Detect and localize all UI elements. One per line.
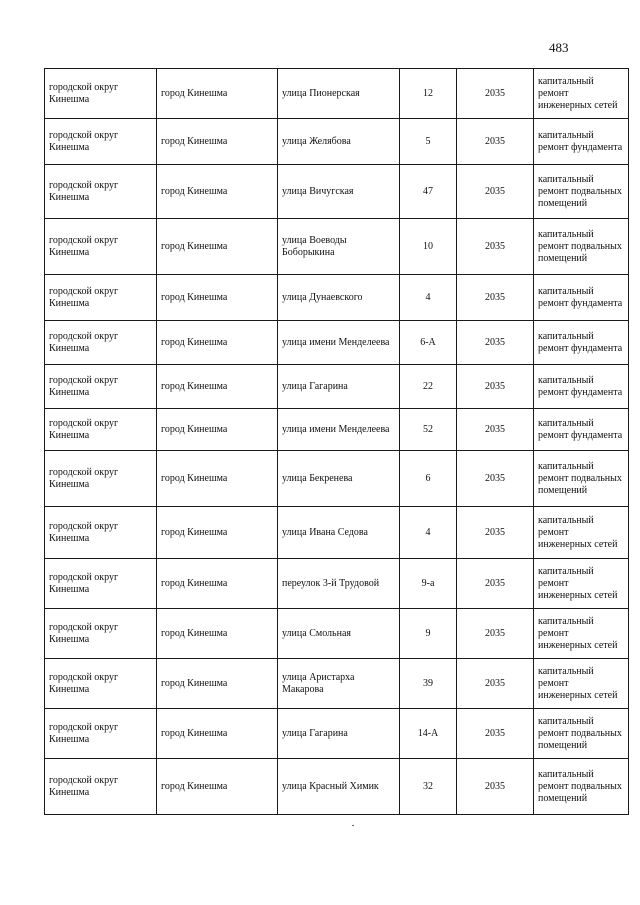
district-cell: городской округ Кинешма — [45, 321, 157, 365]
year-cell: 2035 — [457, 119, 534, 165]
street-cell: улица Желябова — [278, 119, 400, 165]
district-cell: городской округ Кинешма — [45, 119, 157, 165]
street-cell: улица Дунаевского — [278, 275, 400, 321]
scan-speck — [352, 825, 354, 826]
work-type-cell: капитальный ремонт фундамента — [534, 275, 629, 321]
district-cell: городской округ Кинешма — [45, 659, 157, 709]
city-cell: город Кинешма — [157, 69, 278, 119]
table-row — [45, 507, 629, 559]
year-cell: 2035 — [457, 321, 534, 365]
table-row — [45, 709, 629, 759]
table-body — [45, 69, 629, 815]
city-cell: город Кинешма — [157, 659, 278, 709]
table-row — [45, 659, 629, 709]
work-type-cell: капитальный ремонт подвальных помещений — [534, 451, 629, 507]
page-number: 483 — [549, 40, 569, 55]
year-cell: 2035 — [457, 365, 534, 409]
work-type-cell: капитальный ремонт подвальных помещений — [534, 709, 629, 759]
house-number-cell: 9 — [400, 609, 457, 659]
table-row — [45, 759, 629, 815]
work-type-cell: капитальный ремонт инженерных сетей — [534, 659, 629, 709]
work-type-cell: капитальный ремонт инженерных сетей — [534, 69, 629, 119]
house-number-cell: 4 — [400, 507, 457, 559]
work-type-cell: капитальный ремонт подвальных помещений — [534, 219, 629, 275]
district-cell: городской округ Кинешма — [45, 451, 157, 507]
table-row — [45, 275, 629, 321]
street-cell: улица Красный Химик — [278, 759, 400, 815]
registry-table — [44, 68, 629, 815]
work-type-cell: капитальный ремонт инженерных сетей — [534, 559, 629, 609]
work-type-cell: капитальный ремонт фундамента — [534, 409, 629, 451]
house-number-cell: 6-А — [400, 321, 457, 365]
house-number-cell: 6 — [400, 451, 457, 507]
house-number-cell: 10 — [400, 219, 457, 275]
table-row — [45, 609, 629, 659]
house-number-cell: 9-а — [400, 559, 457, 609]
city-cell: город Кинешма — [157, 275, 278, 321]
work-type-cell: капитальный ремонт фундамента — [534, 365, 629, 409]
city-cell: город Кинешма — [157, 119, 278, 165]
house-number-cell: 52 — [400, 409, 457, 451]
table-row — [45, 451, 629, 507]
work-type-cell: капитальный ремонт подвальных помещений — [534, 759, 629, 815]
district-cell: городской округ Кинешма — [45, 165, 157, 219]
street-cell: улица Пионерская — [278, 69, 400, 119]
house-number-cell: 32 — [400, 759, 457, 815]
district-cell: городской округ Кинешма — [45, 759, 157, 815]
house-number-cell: 47 — [400, 165, 457, 219]
street-cell: улица Ивана Седова — [278, 507, 400, 559]
district-cell: городской округ Кинешма — [45, 69, 157, 119]
street-cell: улица Смольная — [278, 609, 400, 659]
table-row — [45, 559, 629, 609]
district-cell: городской округ Кинешма — [45, 507, 157, 559]
house-number-cell: 4 — [400, 275, 457, 321]
city-cell: город Кинешма — [157, 759, 278, 815]
district-cell: городской округ Кинешма — [45, 709, 157, 759]
work-type-cell: капитальный ремонт фундамента — [534, 321, 629, 365]
year-cell: 2035 — [457, 451, 534, 507]
city-cell: город Кинешма — [157, 165, 278, 219]
work-type-cell: капитальный ремонт инженерных сетей — [534, 507, 629, 559]
year-cell: 2035 — [457, 659, 534, 709]
city-cell: город Кинешма — [157, 709, 278, 759]
house-number-cell: 14-А — [400, 709, 457, 759]
table-row — [45, 409, 629, 451]
city-cell: город Кинешма — [157, 409, 278, 451]
street-cell: улица Гагарина — [278, 709, 400, 759]
work-type-cell: капитальный ремонт инженерных сетей — [534, 609, 629, 659]
city-cell: город Кинешма — [157, 321, 278, 365]
house-number-cell: 12 — [400, 69, 457, 119]
street-cell: улица Вичугская — [278, 165, 400, 219]
house-number-cell: 5 — [400, 119, 457, 165]
district-cell: городской округ Кинешма — [45, 409, 157, 451]
district-cell: городской округ Кинешма — [45, 365, 157, 409]
city-cell: город Кинешма — [157, 609, 278, 659]
city-cell: город Кинешма — [157, 365, 278, 409]
year-cell: 2035 — [457, 559, 534, 609]
table-row — [45, 165, 629, 219]
city-cell: город Кинешма — [157, 219, 278, 275]
year-cell: 2035 — [457, 709, 534, 759]
city-cell: город Кинешма — [157, 451, 278, 507]
work-type-cell: капитальный ремонт фундамента — [534, 119, 629, 165]
table-row — [45, 219, 629, 275]
street-cell: переулок 3-й Трудовой — [278, 559, 400, 609]
street-cell: улица Аристарха Макарова — [278, 659, 400, 709]
city-cell: город Кинешма — [157, 507, 278, 559]
house-number-cell: 22 — [400, 365, 457, 409]
work-type-cell: капитальный ремонт подвальных помещений — [534, 165, 629, 219]
table-row — [45, 69, 629, 119]
street-cell: улица имени Менделеева — [278, 409, 400, 451]
table-row — [45, 119, 629, 165]
year-cell: 2035 — [457, 275, 534, 321]
year-cell: 2035 — [457, 759, 534, 815]
street-cell: улица Воеводы Боборыкина — [278, 219, 400, 275]
street-cell: улица имени Менделеева — [278, 321, 400, 365]
table-row — [45, 321, 629, 365]
year-cell: 2035 — [457, 409, 534, 451]
district-cell: городской округ Кинешма — [45, 219, 157, 275]
year-cell: 2035 — [457, 507, 534, 559]
year-cell: 2035 — [457, 609, 534, 659]
house-number-cell: 39 — [400, 659, 457, 709]
year-cell: 2035 — [457, 219, 534, 275]
year-cell: 2035 — [457, 165, 534, 219]
street-cell: улица Гагарина — [278, 365, 400, 409]
table-row — [45, 365, 629, 409]
district-cell: городской округ Кинешма — [45, 609, 157, 659]
city-cell: город Кинешма — [157, 559, 278, 609]
district-cell: городской округ Кинешма — [45, 275, 157, 321]
district-cell: городской округ Кинешма — [45, 559, 157, 609]
year-cell: 2035 — [457, 69, 534, 119]
street-cell: улица Бекренева — [278, 451, 400, 507]
